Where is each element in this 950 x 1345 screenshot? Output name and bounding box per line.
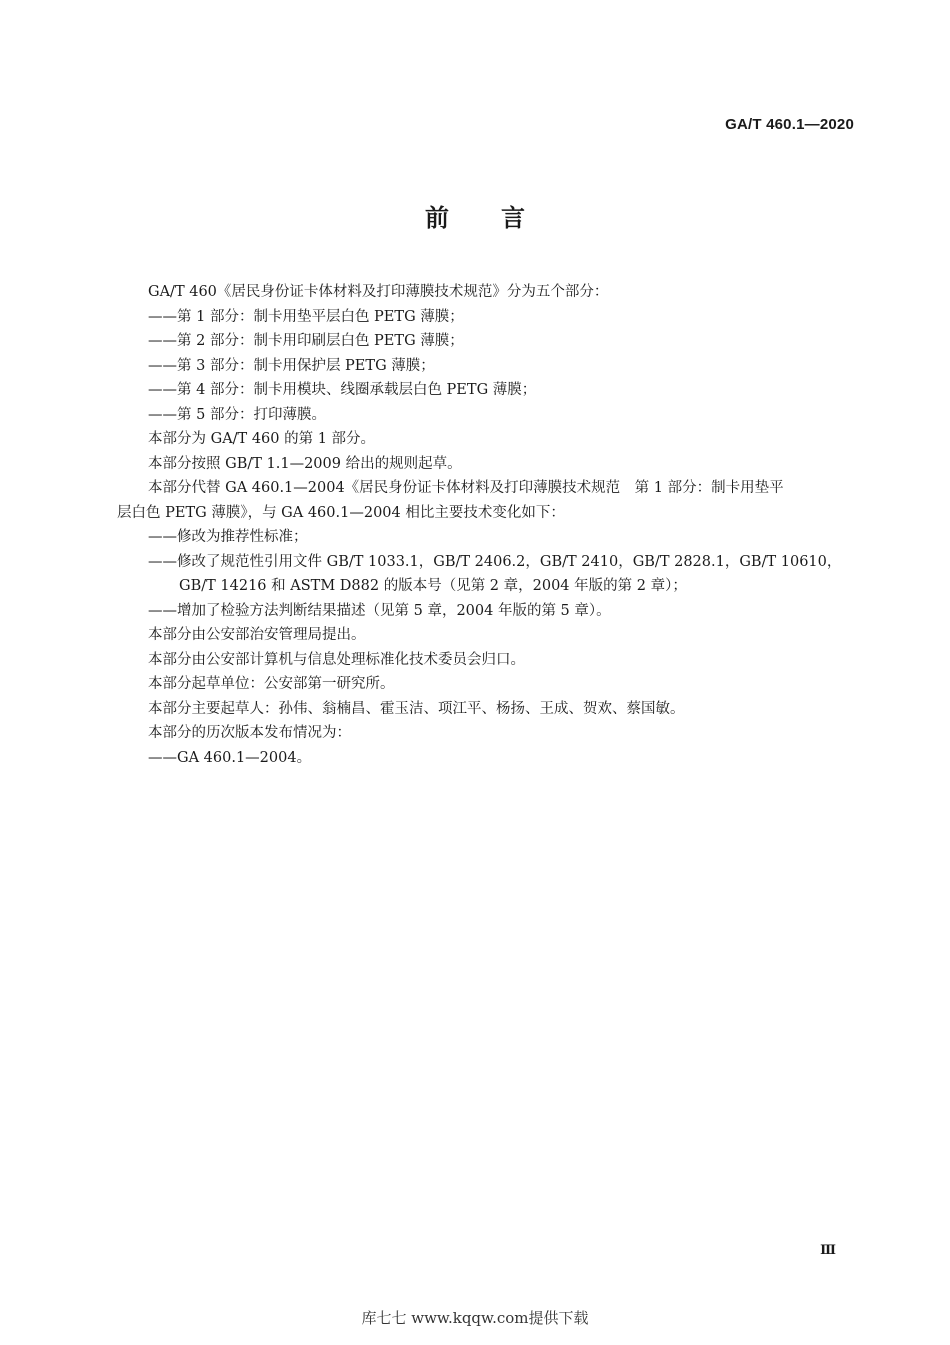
list-item-change-3: ——增加了检验方法判断结果描述（见第 5 章，2004 年版的第 5 章）。 [148, 602, 611, 619]
list-item-part-1: ——第 1 部分：制卡用垫平层白色 PETG 薄膜； [148, 308, 464, 325]
paragraph-replacement-line-2: 层白色 PETG 薄膜》，与 GA 460.1—2004 相比主要技术变化如下： [117, 504, 565, 521]
list-item-previous-version: ——GA 460.1—2004。 [148, 749, 312, 766]
paragraph-committee: 本部分由公安部计算机与信息处理标准化技术委员会归口。 [148, 651, 525, 668]
download-footer: 库七七 www.kqqw.com提供下载 [361, 1309, 589, 1327]
page-title: 前言 [425, 204, 577, 232]
paragraph-drafters: 本部分主要起草人：孙伟、翁楠昌、霍玉洁、项江平、杨扬、王成、贺欢、蔡国敏。 [148, 700, 685, 717]
standard-code: GA/T 460.1—2020 [725, 116, 854, 133]
list-item-part-5: ——第 5 部分：打印薄膜。 [148, 406, 326, 423]
paragraph-part-statement: 本部分为 GA/T 460 的第 1 部分。 [148, 431, 376, 447]
list-item-change-2-line-2: GB/T 14216 和 ASTM D882 的版本号（见第 2 章，2004 年版的第 2 章）； [179, 578, 687, 594]
paragraph-drafting-unit: 本部分起草单位：公安部第一研究所。 [148, 676, 395, 692]
list-item-part-2: ——第 2 部分：制卡用印刷层白色 PETG 薄膜； [148, 333, 464, 349]
list-item-change-1: ——修改为推荐性标准； [148, 529, 308, 545]
paragraph-drafting-rules: 本部分按照 GB/T 1.1—2009 给出的规则起草。 [148, 455, 462, 472]
foreword-body [117, 280, 857, 770]
list-item-part-4: ——第 4 部分：制卡用模块、线圈承载层白色 PETG 薄膜； [148, 382, 537, 398]
paragraph-replacement-line-1: 本部分代替 GA 460.1—2004《居民身份证卡体材料及打印薄膜技术规范 第 1 部分：制卡用垫平 [148, 480, 784, 496]
paragraph-version-history: 本部分的历次版本发布情况为： [148, 725, 351, 741]
page-number: Ⅲ [820, 1243, 836, 1258]
paragraph-proposed-by: 本部分由公安部治安管理局提出。 [148, 627, 366, 643]
paragraph-intro: GA/T 460《居民身份证卡体材料及打印薄膜技术规范》分为五个部分： [148, 284, 609, 300]
list-item-part-3: ——第 3 部分：制卡用保护层 PETG 薄膜； [148, 357, 435, 374]
list-item-change-2-line-1: ——修改了规范性引用文件 GB/T 1033.1，GB/T 2406.2，GB/T 2410，GB/T 2828.1，GB/T 10610， [148, 553, 842, 570]
